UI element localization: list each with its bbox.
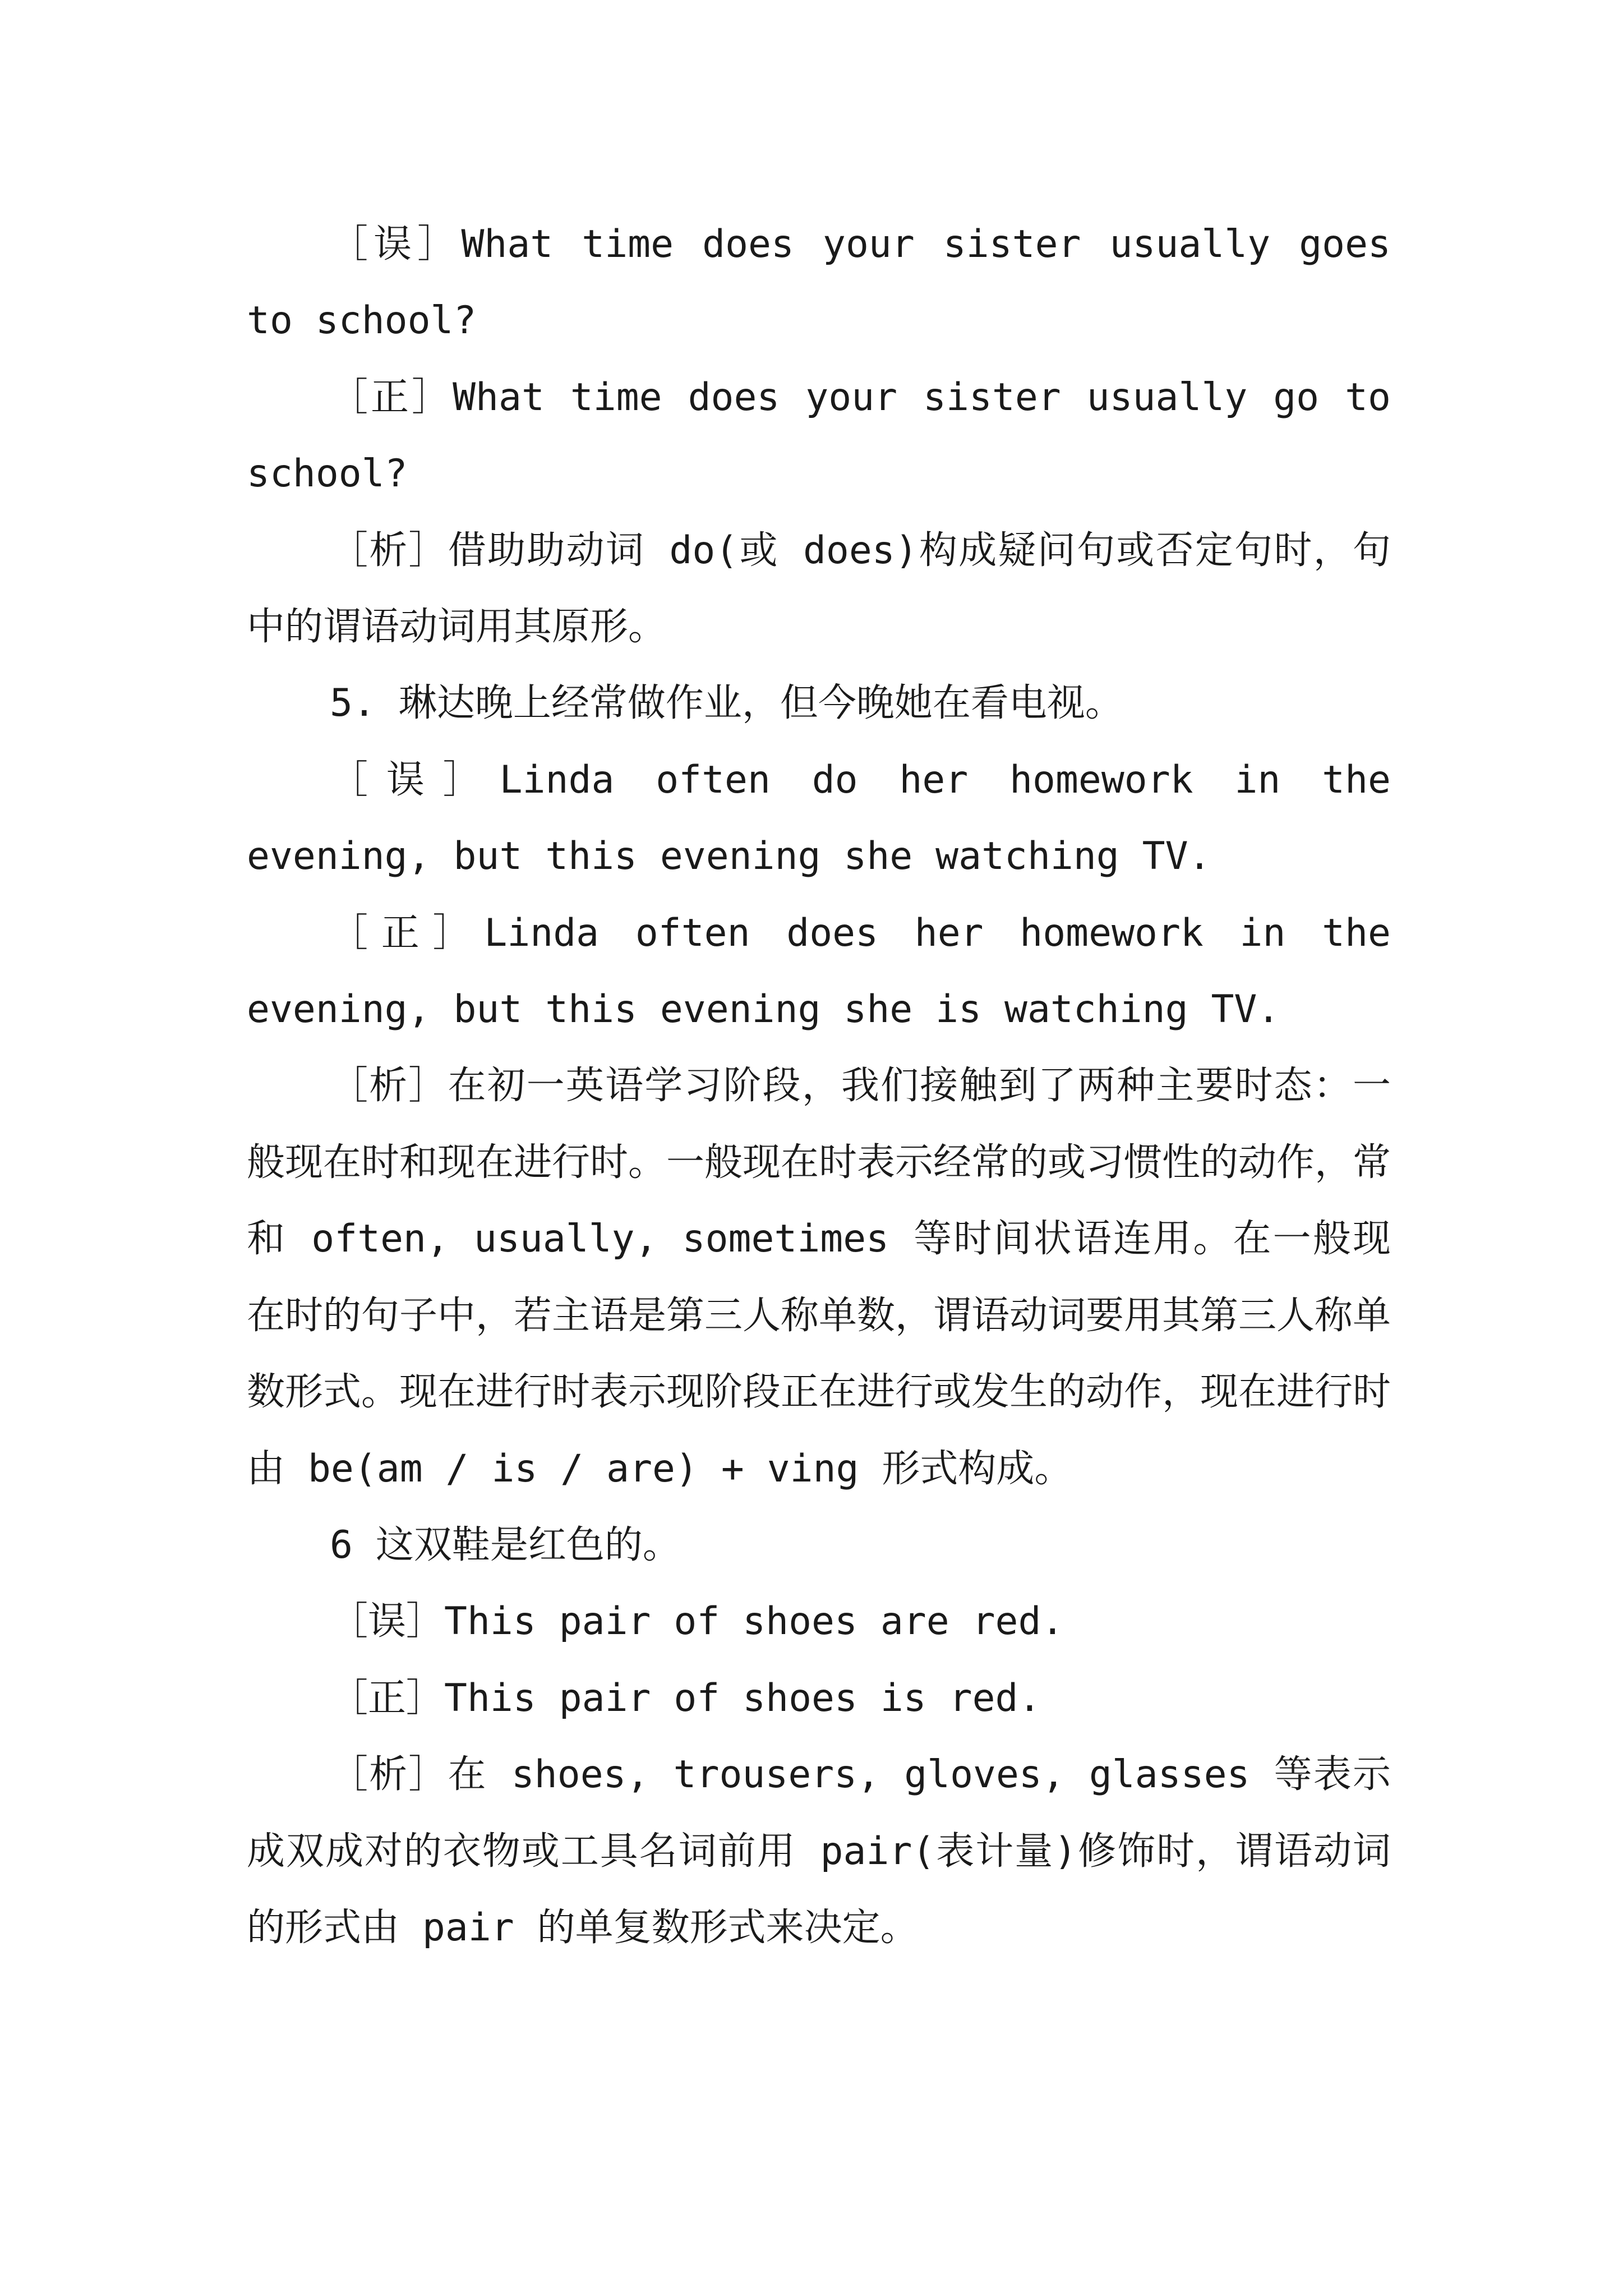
correct-sentence-4: ［正］What time does your sister usually go to school?: [247, 375, 1391, 496]
wrong-sentence-5: ［误］Linda often do her homework in the evening, but this evening she watching TV.: [247, 757, 1391, 879]
analysis-4: ［析］借助助动词 do(或 does)构成疑问句或否定句时，句中的谓语动词用其原形。: [247, 528, 1391, 650]
correct-sentence-6: ［正］This pair of shoes is red.: [330, 1676, 1041, 1720]
wrong-sentence-4: ［误］What time does your sister usually goes to school?: [247, 222, 1391, 343]
item-5-heading: 5. 琳达晚上经常做作业，但今晚她在看电视。: [330, 681, 1123, 726]
correct-sentence-5: ［正］Linda often does her homework in the evening, but this evening she is watching TV.: [247, 910, 1391, 1032]
analysis-5: ［析］在初一英语学习阶段，我们接触到了两种主要时态：一般现在时和现在进行时。一般现在时表示经常的或习惯性的动作，常和 often, usually, sometimes 等时间状语连用。在一般现在时的句子中，若主语是第三人称单数，谓语动词要用其第三人称单数形式。现在进行时表示现阶段正在进行或发生的动作，现在进行时由 be(am / is / are) + ving 形式构成。: [247, 1064, 1391, 1491]
item-6-heading: 6 这双鞋是红色的。: [330, 1522, 681, 1567]
wrong-sentence-6: ［误］This pair of shoes are red.: [330, 1599, 1064, 1644]
document-body: [247, 206, 1391, 1966]
analysis-6: ［析］在 shoes, trousers, gloves, glasses 等表示成双成对的衣物或工具名词前用 pair(表计量)修饰时，谓语动词的形式由 pair 的单复数形式来决定。: [247, 1752, 1391, 1950]
